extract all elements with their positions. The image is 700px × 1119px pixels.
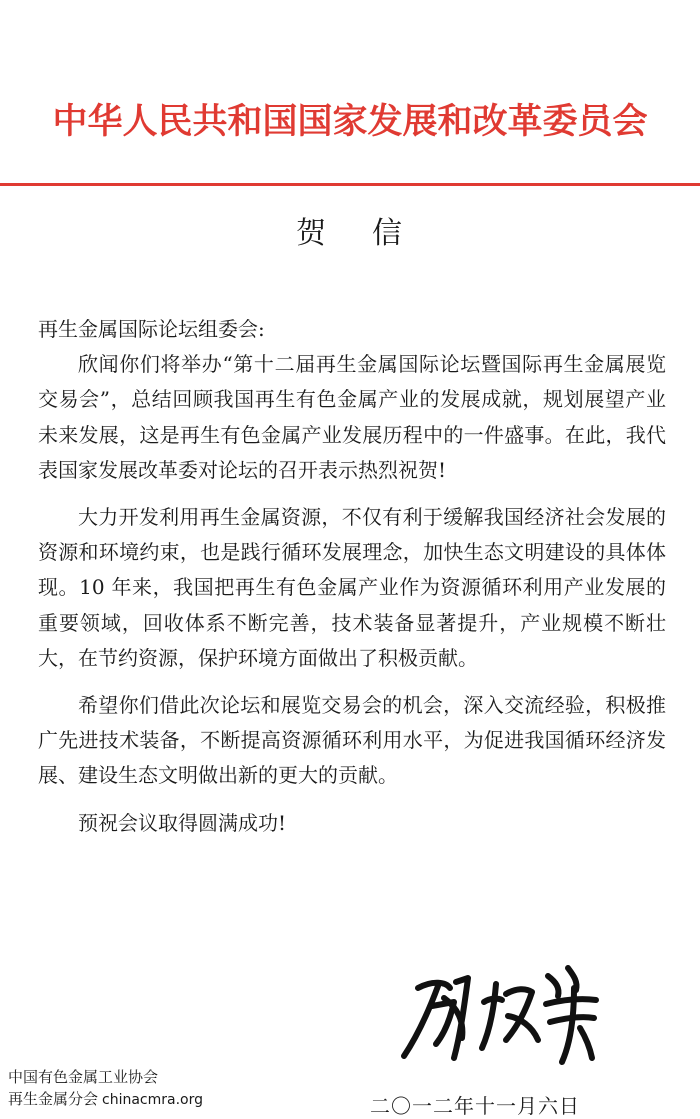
watermark-line-2 [8,1088,203,1111]
paragraph-4: 预祝会议取得圆满成功! [78,810,287,835]
letterhead-rule [0,183,700,186]
paragraph-2: 大力开发利用再生金属资源，不仅有利于缓解我国经济社会发展的资源和环境约束，也是践行循环发展理念，加快生态文明建设的具体体现。10 年来，我国把再生有色金属产业作为资源循环利用产业发展的重要领域，回收体系不断完善，技术装备显著提升，产业规模不断壮大，在节约资源，保护环境方面做出了积极贡献。 [38,505,666,670]
letter-date: 二〇一二年十一月六日 [370,1094,580,1118]
watermark-org: 再生金属分会 [8,1090,99,1108]
salutation: 再生金属国际论坛组委会: [38,317,265,341]
paragraph-1: 欣闻你们将举办“第十二届再生金属国际论坛暨国际再生金属展览交易会”，总结回顾我国再生有色金属产业的发展成就，规划展望产业未来发展，这是再生有色金属产业发展历程中的一件盛事。在此，我代表国家发展改革委对论坛的召开表示热烈祝贺! [38,352,666,482]
paragraph-3: 希望你们借此次论坛和展览交易会的机会，深入交流经验，积极推广先进技术装备，不断提高资源循环利用水平，为促进我国循环经济发展、建设生态文明做出新的更大的贡献。 [38,693,666,788]
letterhead-org-name: 中华人民共和国国家发展和改革委员会 [52,102,648,142]
title-char-2: 信 [372,216,404,251]
letter-title [0,208,700,252]
letter-body [38,312,666,841]
source-watermark [8,1066,203,1111]
title-char-1: 贺 [296,216,328,251]
watermark-line-1: 中国有色金属工业协会 [8,1068,159,1086]
handwritten-signature [398,958,608,1068]
watermark-site: chinacmra.org [102,1092,204,1108]
